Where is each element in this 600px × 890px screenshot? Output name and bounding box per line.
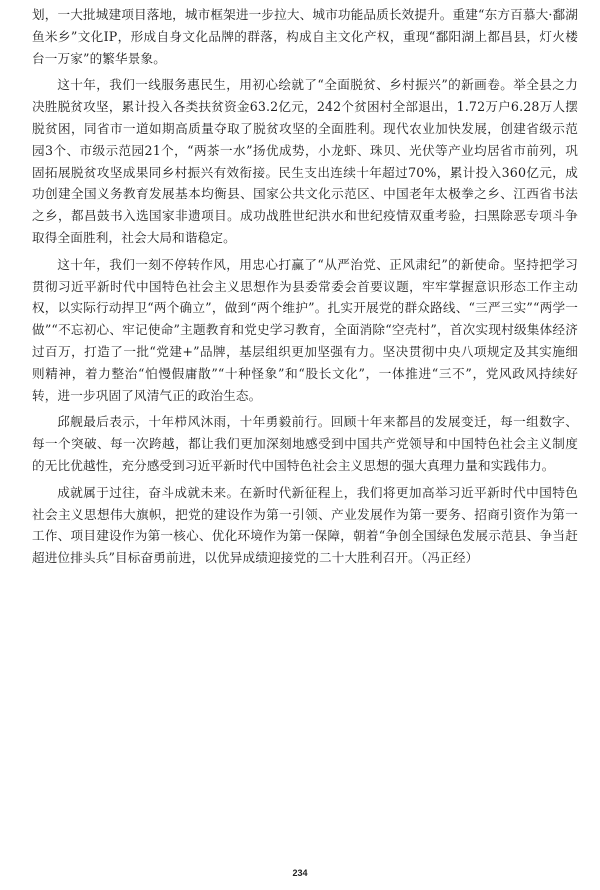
- paragraph-2: 这十年，我们一线服务惠民生，用初心绘就了“全面脱贫、乡村振兴”的新画卷。举全县之力决胜脱贫攻坚，累计投入各类扶贫资金63.2亿元，242个贫困村全部退出，1.72万户6.28万人摆脱贫困，同省市一道如期高质量夺取了脱贫攻坚的全面胜利。现代农业加快发展，创建省级示范园3个、市级示范园21个，“两茶一水”扬优成势，小龙虾、珠贝、光伏等产业均居省市前列，巩固拓展脱贫攻坚成果同乡村振兴有效衔接。民生支出连续十年超过70%，累计投入360亿元，成功创建全国义务教育发展基本均衡县、国家公共文化示范区、中国老年太极拳之乡、江西省书法之乡，都昌鼓书入选国家非遗项目。成功战胜世纪洪水和世纪疫情双重考验，扫黑除恶专项斗争取得全面胜利，社会大局和谐稳定。: [32, 77, 578, 245]
- page-number: 234: [292, 868, 308, 878]
- article-body: [32, 4, 578, 574]
- paragraph-4: 邱舰最后表示，十年栉风沐雨，十年勇毅前行。回顾十年来都昌的发展变迁，每一组数字、每一个突破、每一次跨越，都让我们更加深刻地感受到中国共产党领导和中国特色社会主义制度的无比优越性，充分感受到习近平新时代中国特色社会主义思想的强大真理力量和实践伟力。: [32, 414, 578, 473]
- paragraph-5: 成就属于过往，奋斗成就未来。在新时代新征程上，我们将更加高举习近平新时代中国特色社会主义思想伟大旗帜，把党的建设作为第一引领、产业发展作为第一要务、招商引资作为第一工作、项目建设作为第一核心、优化环境作为第一保障，朝着“争创全国绿色发展示范县、争当赶超进位排头兵”目标奋勇前进，以优异成绩迎接党的二十大胜利召开。（冯正经）: [32, 484, 578, 566]
- paragraph-1: 划，一大批城建项目落地，城市框架进一步拉大、城市功能品质长效提升。重建“东方百慕大·鄱湖鱼米乡”文化IP，形成自身文化品牌的群落，构成自主文化产权，重现“鄱阳湖上都昌县，灯火楼台一万家”的繁华景象。: [32, 7, 578, 66]
- paragraph-3: 这十年，我们一刻不停转作风，用忠心打赢了“从严治党、正风肃纪”的新使命。坚持把学习贯彻习近平新时代中国特色社会主义思想作为县委常委会首要议题，牢牢掌握意识形态工作主动权，以实际行动捍卫“两个确立”，做到“两个维护”。扎实开展党的群众路线、“三严三实”“两学一做”“不忘初心、牢记使命”主题教育和党史学习教育，全面消除“空壳村”，首次实现村级集体经济过百万，打造了一批“党建+”品牌，基层组织更加坚强有力。坚决贯彻中央八项规定及其实施细则精神，着力整治“怕慢假庸散”“十种怪象”和“股长文化”，一体推进“三不”，党风政风持续好转，进一步巩固了风清气正的政治生态。: [32, 256, 578, 403]
